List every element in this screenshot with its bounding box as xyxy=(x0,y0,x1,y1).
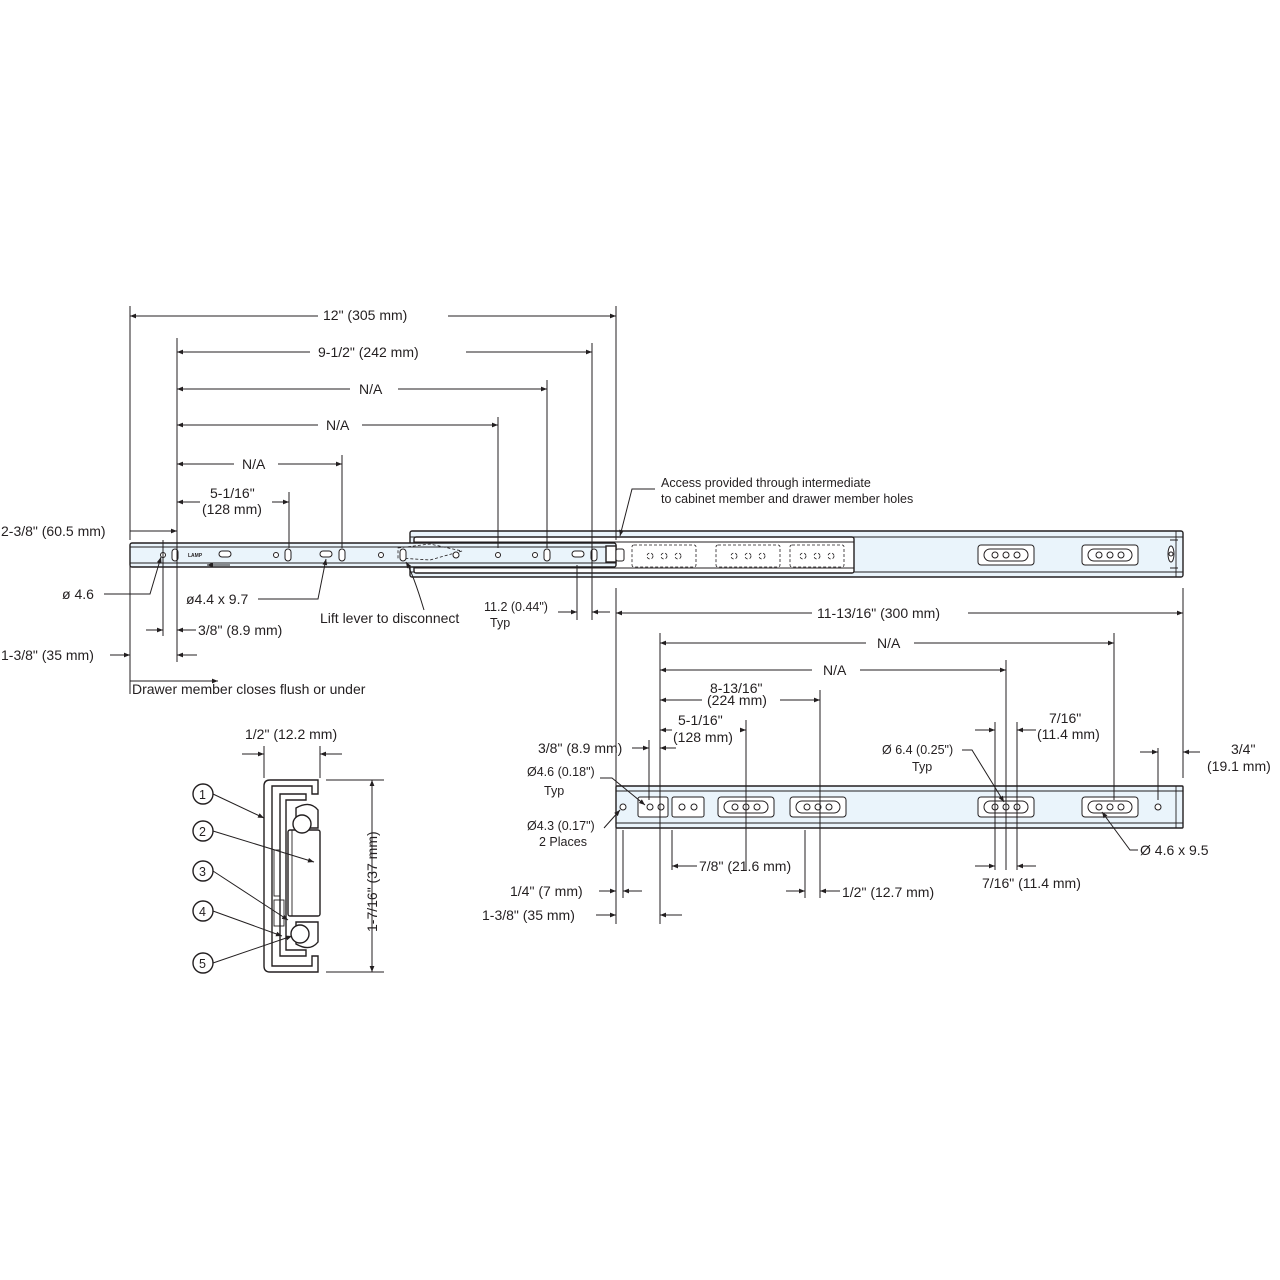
dim-cab-dia-4-6: Ø4.6 (0.18") xyxy=(527,765,595,779)
dim-section-width: 1/2" (12.2 mm) xyxy=(245,726,338,742)
dim-cab-dia-4-6-typ: Typ xyxy=(544,784,565,798)
dim-cab-slot-4-6: Ø 4.6 x 9.5 xyxy=(1140,842,1209,858)
dim-3-8: 3/8" (8.9 mm) xyxy=(198,622,283,638)
cabinet-member-detail xyxy=(616,786,1183,828)
dim-cab-dia-6-4-typ: Typ xyxy=(912,760,933,774)
section-drawer-member xyxy=(288,830,320,916)
dim-cab-8-13-16-in: 8-13/16" xyxy=(710,680,763,696)
cabinet-dimensions xyxy=(482,588,1271,924)
dim-section-height: 1-7/16" (37 mm) xyxy=(364,831,380,932)
dim-cab-1-2: 1/2" (12.7 mm) xyxy=(842,884,935,900)
dim-na-3: N/A xyxy=(242,456,266,472)
dim-11-2: 11.2 (0.44") xyxy=(484,600,548,614)
dim-cab-3-4-in: 3/4" xyxy=(1231,741,1256,757)
dim-5-1-16-in: 5-1/16" xyxy=(210,485,255,501)
note-flush: Drawer member closes flush or under xyxy=(132,681,366,697)
dim-cab-3-8: 3/8" (8.9 mm) xyxy=(538,740,623,756)
note-lift-lever: Lift lever to disconnect xyxy=(320,610,460,626)
dim-cab-7-16-top-in: 7/16" xyxy=(1049,710,1082,726)
dim-cab-1-4: 1/4" (7 mm) xyxy=(510,883,583,899)
dim-cab-na-1: N/A xyxy=(877,635,901,651)
note-access: Access provided through intermediate xyxy=(661,476,871,490)
dim-cab-8-13-16-mm: (224 mm) xyxy=(707,692,767,708)
dim-cab-7-16-bottom: 7/16" (11.4 mm) xyxy=(982,875,1081,891)
section-ball-top xyxy=(293,815,311,833)
cross-section xyxy=(193,726,384,973)
dim-5-1-16-mm: (128 mm) xyxy=(202,501,262,517)
svg-text:4: 4 xyxy=(199,905,206,919)
dim-dia-4-6: ø 4.6 xyxy=(62,586,94,602)
top-dimensions xyxy=(1,306,913,697)
logo-mark: LAMP xyxy=(188,553,203,559)
svg-text:3: 3 xyxy=(199,865,206,879)
dim-cab-1-3-8: 1-3/8" (35 mm) xyxy=(482,907,575,923)
dim-cab-5-1-16-in: 5-1/16" xyxy=(678,712,723,728)
svg-text:2: 2 xyxy=(199,825,206,839)
dim-11-2-typ: Typ xyxy=(490,616,511,630)
svg-text:5: 5 xyxy=(199,957,206,971)
dim-na-2: N/A xyxy=(326,417,350,433)
dim-cab-na-2: N/A xyxy=(823,662,847,678)
dim-cab-7-16-top-mm: (11.4 mm) xyxy=(1037,726,1100,742)
dim-2-3-8: 2-3/8" (60.5 mm) xyxy=(1,523,106,539)
dim-overall-length: 12" (305 mm) xyxy=(323,307,408,323)
note-access-2: to cabinet member and drawer member holes xyxy=(661,492,914,506)
dim-na-1: N/A xyxy=(359,381,383,397)
slide-assembly xyxy=(130,531,1183,577)
svg-text:1: 1 xyxy=(199,788,206,802)
dim-11-13-16: 11-13/16" (300 mm) xyxy=(817,605,940,621)
dim-cab-5-1-16-mm: (128 mm) xyxy=(673,729,733,745)
section-ball-bottom xyxy=(291,925,309,943)
dim-cab-dia-6-4: Ø 6.4 (0.25") xyxy=(882,743,954,757)
dim-cab-3-4-mm: (19.1 mm) xyxy=(1207,758,1271,774)
dim-cab-7-8: 7/8" (21.6 mm) xyxy=(699,858,792,874)
dim-cab-dia-4-3: Ø4.3 (0.17") xyxy=(527,819,595,833)
dim-slot-4-4: ø4.4 x 9.7 xyxy=(186,591,249,607)
dim-9-1-2: 9-1/2" (242 mm) xyxy=(318,344,419,360)
dim-cab-dia-4-3-places: 2 Places xyxy=(539,835,587,849)
dim-1-3-8: 1-3/8" (35 mm) xyxy=(1,647,94,663)
